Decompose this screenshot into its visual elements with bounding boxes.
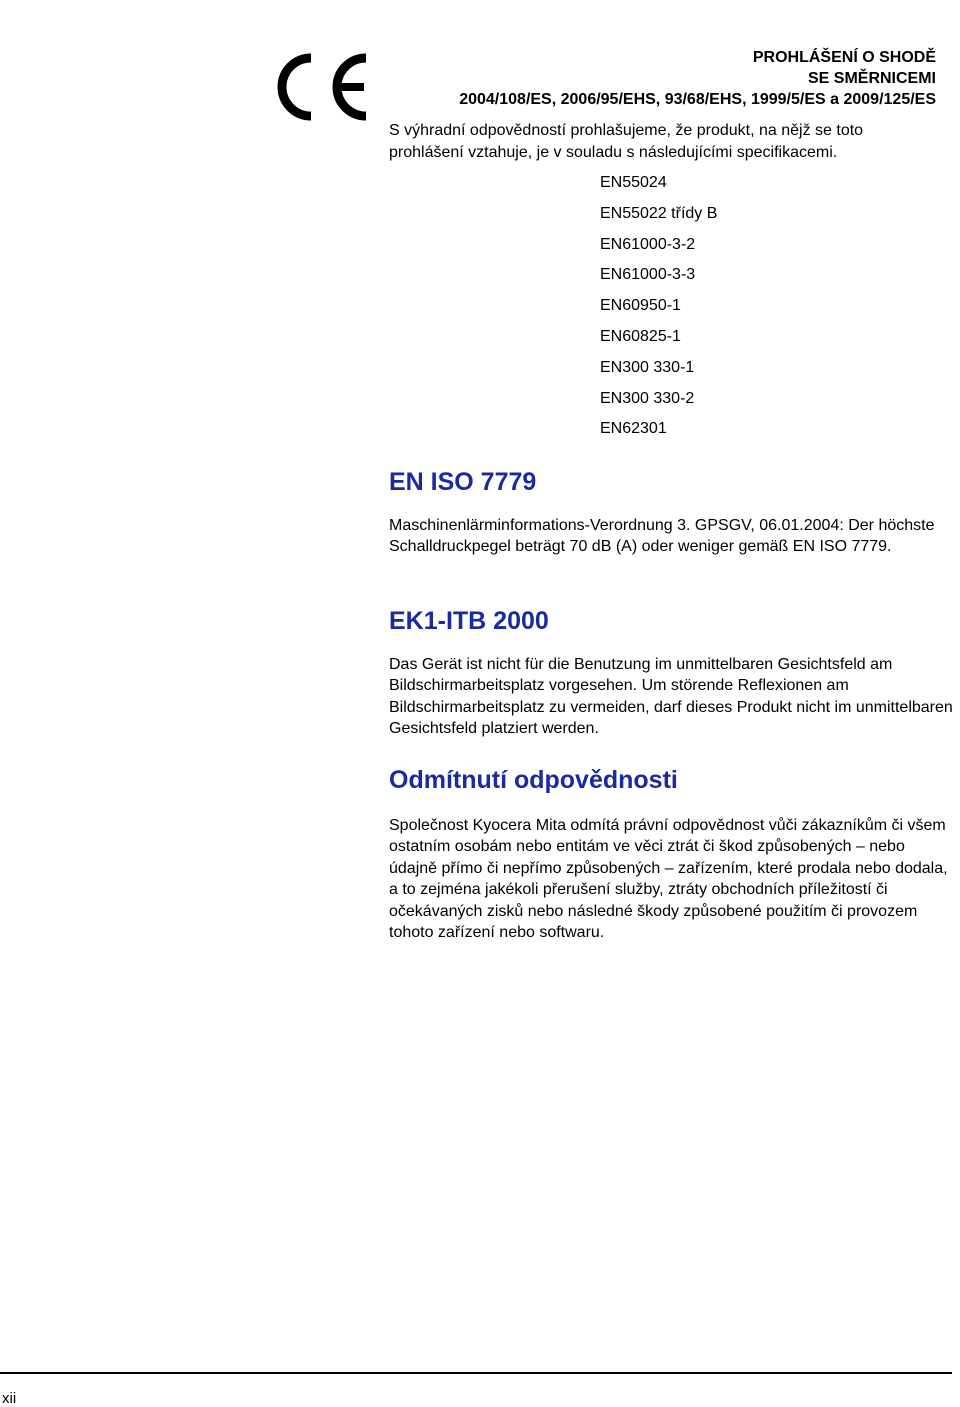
declaration-title-line2: SE SMĚRNICEMI (807, 70, 936, 87)
disclaimer-text: Společnost Kyocera Mita odmítá právní odpovědnost vůči zákazníkům či všem ostatním osobám nebo entitám ve věci ztrát či škod způsobených – nebo údajně přímo či nepřímo způsobených – zařízením, které prodala nebo dodala, a to zejména jakékoli přerušení služby, ztráty obchodních příležitostí či očekávaných zisků nebo následné škody způsobené použitím či provozem tohoto zařízení nebo softwaru. (389, 817, 948, 942)
standard-item: EN61000-3-3 (600, 266, 696, 284)
ce-mark-logo (276, 52, 372, 122)
ek1-itb-heading: EK1-ITB 2000 (389, 607, 549, 635)
standards-list (600, 168, 717, 445)
declaration-title-line1: PROHLÁŠENÍ O SHODĚ (752, 49, 936, 66)
standard-item: EN60825-1 (600, 327, 681, 345)
page-number: xii (2, 1390, 17, 1407)
standard-item: EN55024 (600, 174, 667, 191)
standard-item: EN300 330-1 (600, 358, 695, 376)
iso-7779-heading: EN ISO 7779 (389, 468, 537, 496)
directives-list: 2004/108/ES, 2006/95/EHS, 93/68/EHS, 1999/5/ES a 2009/125/ES (459, 91, 936, 108)
standard-item: EN61000-3-2 (600, 235, 696, 253)
declaration-title (388, 47, 936, 110)
standard-item: EN62301 (600, 420, 667, 438)
intro-paragraph: S výhradní odpovědností prohlašujeme, že produkt, na nějž se toto prohlášení vztahuje, je v souladu s následujícími specifikacemi. (389, 122, 864, 161)
ek1-itb-text: Das Gerät ist nicht für die Benutzung im unmittelbaren Gesichtsfeld am Bildschirmarbeitsplatz vorgesehen. Um störende Reflexionen am Bildschirmarbeitsplatz zu vermeiden, darf dieses Produkt nicht im unmittelbaren Gesichtsfeld platziert werden. (389, 656, 953, 737)
standard-item: EN55022 třídy B (600, 204, 718, 222)
disclaimer-heading: Odmítnutí odpovědnosti (389, 766, 678, 794)
standard-item: EN300 330-2 (600, 389, 695, 407)
standard-item: EN60950-1 (600, 297, 681, 315)
iso-7779-text: Maschinenlärminformations-Verordnung 3. GPSGV, 06.01.2004: Der höchste Schalldruckpegel beträgt 70 dB (A) oder weniger gemäß EN ISO 7779. (389, 517, 935, 556)
footer-divider (0, 1372, 952, 1374)
